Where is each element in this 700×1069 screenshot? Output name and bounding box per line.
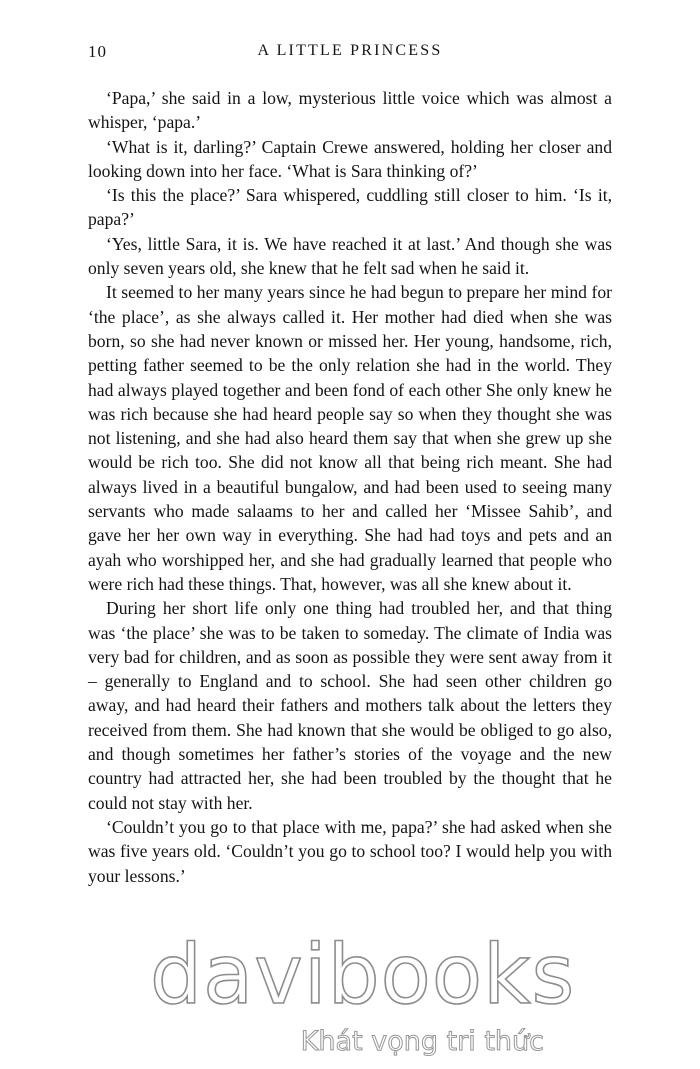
paragraph: ‘Is this the place?’ Sara whispered, cuddling still closer to him. ‘Is it, papa?’ xyxy=(88,185,612,230)
watermark-tagline: Khát vọng tri thức xyxy=(300,1026,544,1057)
page-number: 10 xyxy=(88,42,107,61)
book-title: A LITTLE PRINCESS xyxy=(257,42,443,59)
body-text xyxy=(88,86,612,888)
paragraph: ‘Papa,’ she said in a low, mysterious little voice which was almost a whisper, ‘papa.’ xyxy=(88,88,612,133)
paragraph: During her short life only one thing had troubled her, and that thing was ‘the place’ she was to be taken to someday. The climate of India was very bad for children, and as soon as possible they were sent away from it – generally to England and to school. She had seen other children go away, and had heard their fathers and mothers talk about the letters they received from them. She had known that she would be obliged to go also, and though sometimes her father’s stories of the voyage and the new country had attracted her, she had been troubled by the thought that he could not stay with her. xyxy=(88,598,612,813)
watermark xyxy=(0,930,700,1069)
paragraph: ‘Yes, little Sara, it is. We have reached it at last.’ And though she was only seven years old, she knew that he felt sad when he said it. xyxy=(88,233,612,279)
watermark-brand: davibooks xyxy=(150,928,576,1023)
running-head xyxy=(88,42,612,66)
paragraph: ‘Couldn’t you go to that place with me, papa?’ she had asked when she was five years old. ‘Couldn’t you go to school too? I would help you with your lessons.’ xyxy=(88,816,612,886)
paragraph: It seemed to her many years since he had begun to prepare her mind for ‘the place’, as she always called it. Her mother had died when she was born, so she had never known or missed her. Her young, handsome, rich, petting father seemed to be the only relation she had in the world. They had always played together and been fond of each other She only knew he was rich because she had heard people say so when they thought she was not listening, and she had also heard them say that when she grew up she would be rich too. She did not know all that being rich meant. She had always lived in a beautiful bungalow, and had been used to seeing many servants who made salaams to her and called her ‘Missee Sahib’, and gave her her own way in everything. She had had toys and pets and an ayah who worshipped her, and she had gradually learned that people who were rich had these things. That, however, was all she knew about it. xyxy=(88,282,612,594)
paragraph: ‘What is it, darling?’ Captain Crewe answered, holding her closer and looking down into her face. ‘What is Sara thinking of?’ xyxy=(88,136,612,181)
